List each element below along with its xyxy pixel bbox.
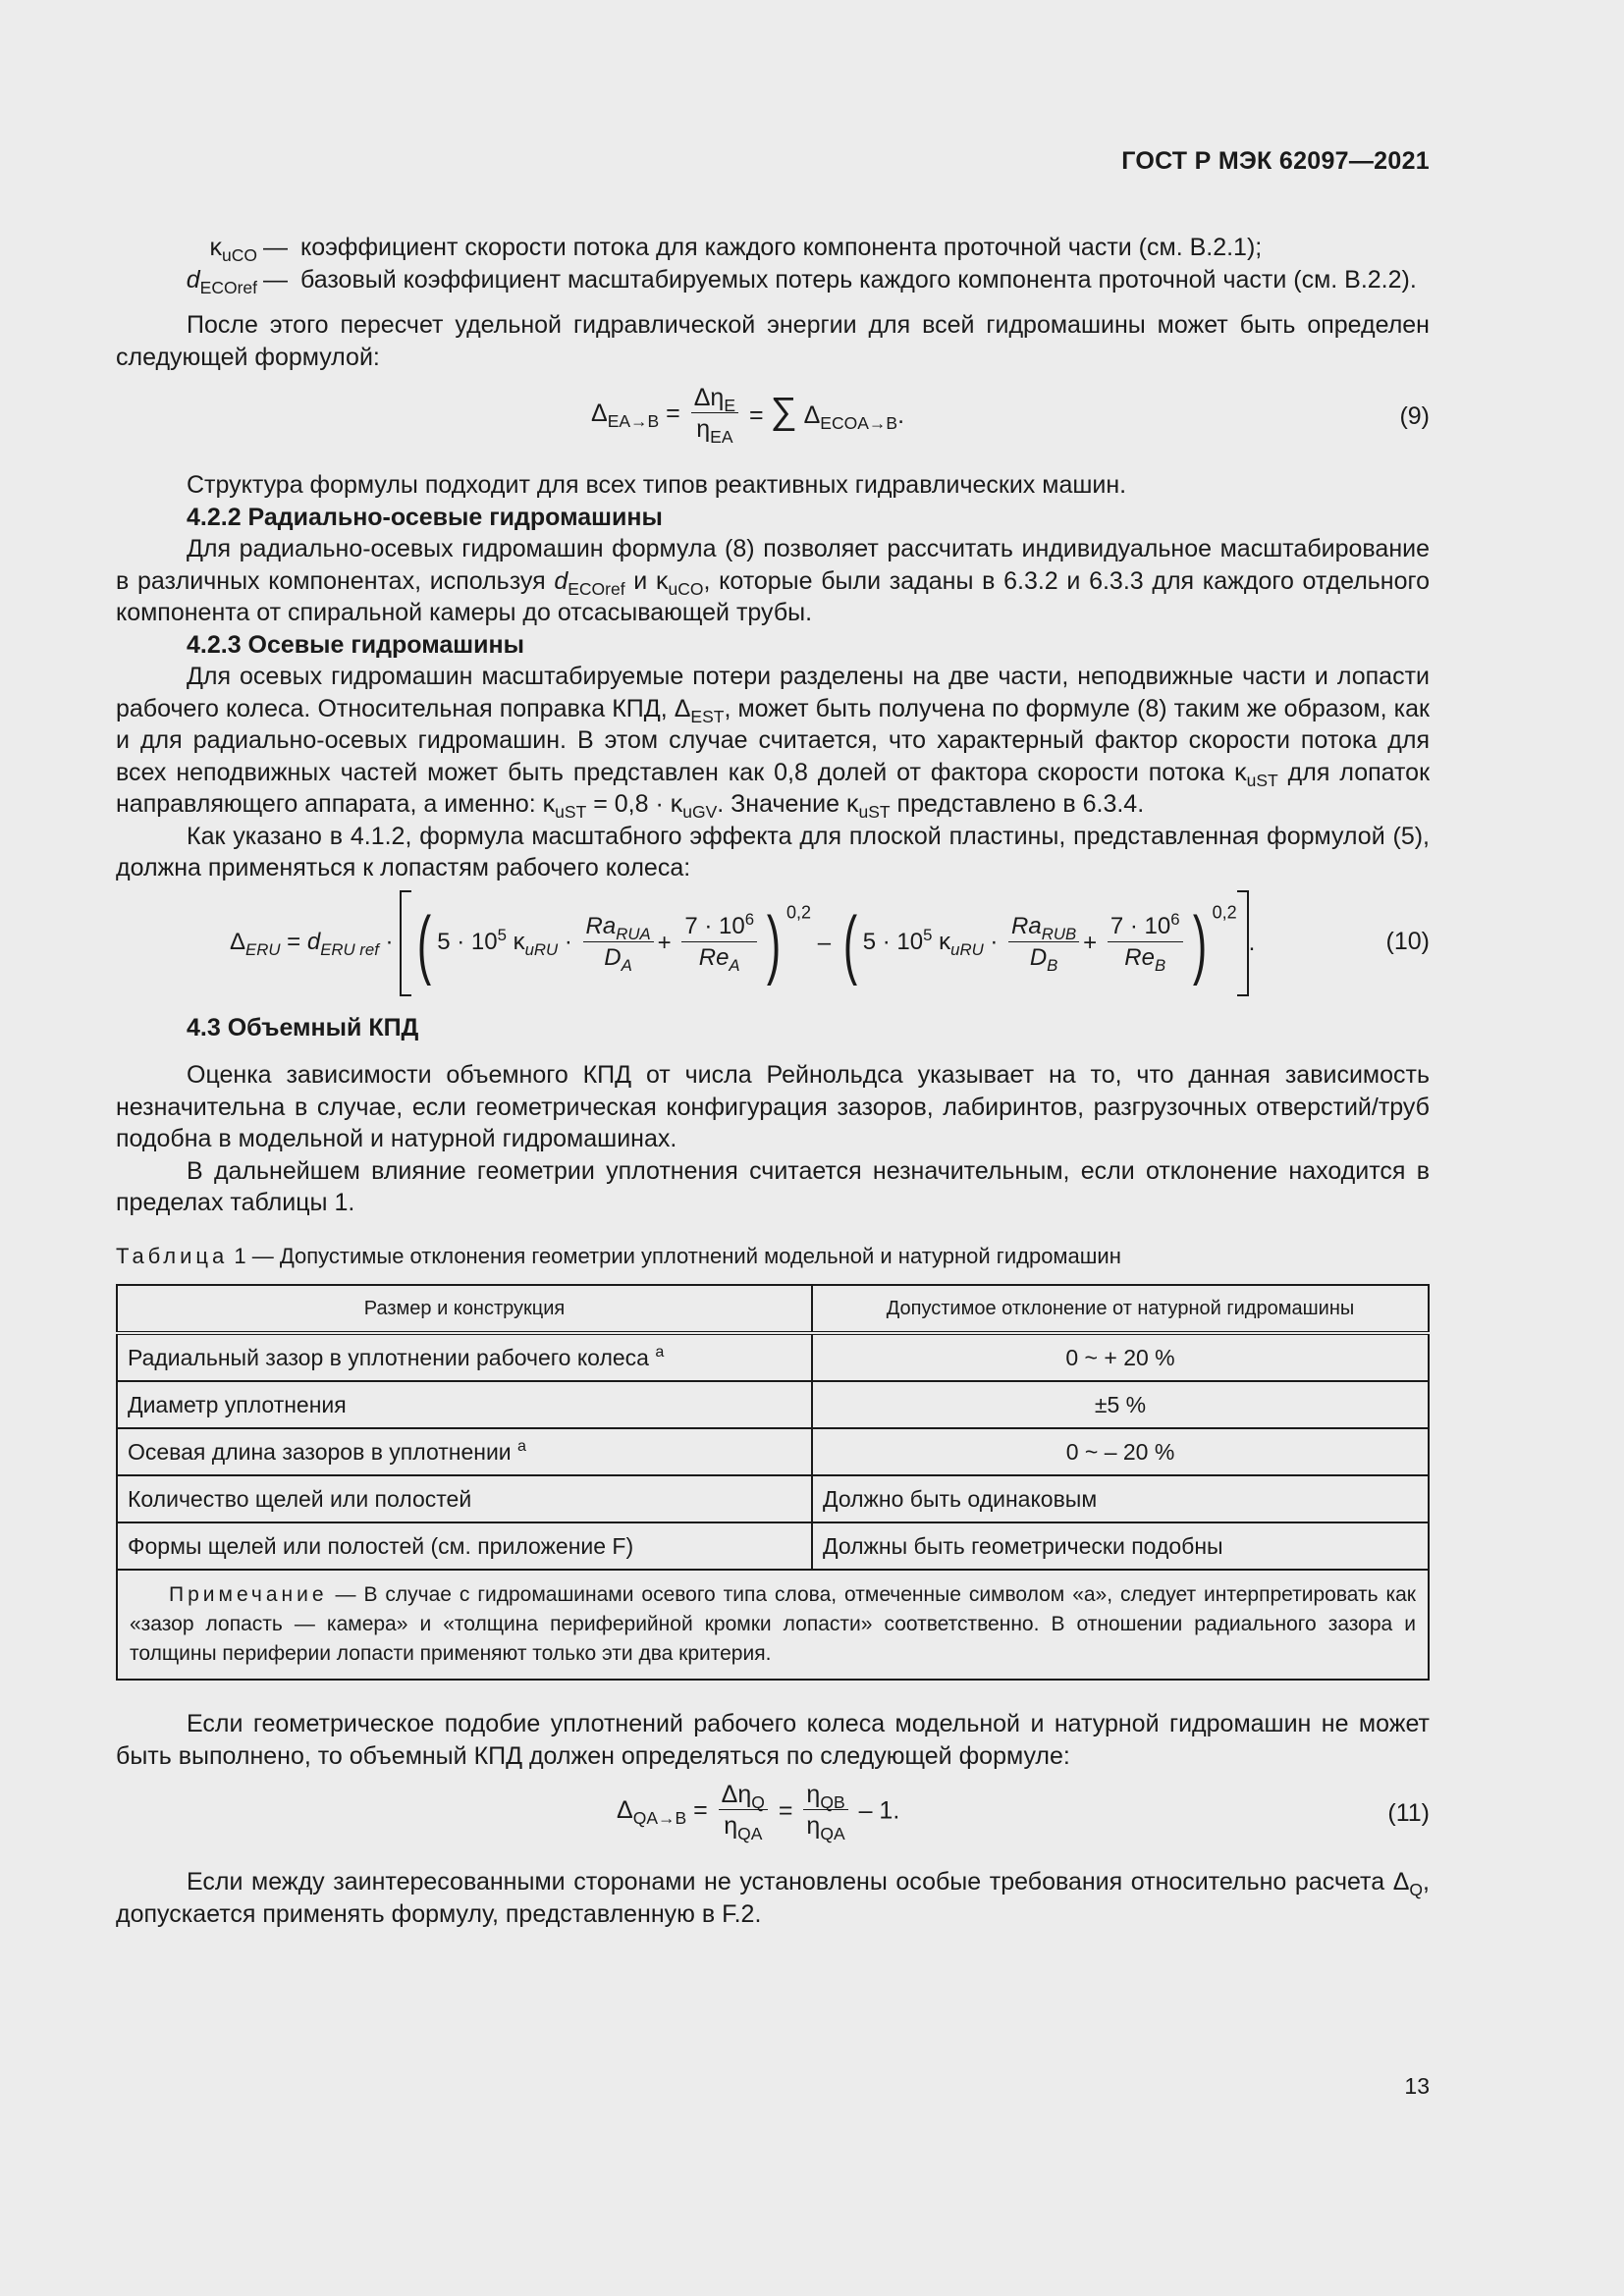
table-row: Формы щелей или полостей (см. приложение F) Должны быть геометрически подобны bbox=[117, 1522, 1429, 1570]
section-heading: 4.3 Объемный КПД bbox=[187, 1013, 419, 1041]
formula-number: (10) bbox=[1385, 927, 1430, 955]
formula-number: (11) bbox=[1387, 1799, 1430, 1827]
definition-text: коэффициент скорости потока для каждого компонента проточной части (см. В.2.1); bbox=[300, 234, 1263, 261]
definition-row: $\kappa_{uCO}$ — коэффициент скорости потока для каждого компонента проточной части (см. В.2.1); bbox=[116, 232, 1430, 264]
table-header-cell: Размер и конструкция bbox=[117, 1285, 812, 1333]
table-header-cell: Допустимое отклонение от натурной гидромашины bbox=[812, 1285, 1429, 1333]
paragraph: После этого пересчет удельной гидравлической энергии для всей гидромашины может быть определен следующей формулой: bbox=[116, 311, 1430, 371]
page-number: 13 bbox=[1404, 2073, 1430, 2099]
table-note-row bbox=[117, 1570, 1429, 1680]
paragraph: Для радиально-осевых гидромашин формула (8) позволяет рассчитать индивидуальное масштабирование в различных компонентах, используя $d_{ECOref}$ и $\kappa_{uCO}$, которые были заданы в 6.3.2 и 6.3.3 для каждого отдельного компонента от спиральной камеры до отсасывающей трубы. bbox=[116, 535, 1430, 626]
paragraph: Как указано в 4.1.2, формула масштабного эффекта для плоской пластины, представленная формулой (5), должна применяться к лопастям рабочего колеса: bbox=[116, 822, 1430, 881]
table-row: Диаметр уплотнения ±5 % bbox=[117, 1381, 1429, 1428]
paragraph: Для осевых гидромашин масштабируемые потери разделены на две части, неподвижные части и лопасти рабочего колеса. Относительная поправка КПД, $\Delta_{EST}$, может быть получена по формуле (8) таким же образом, как и для радиально-осевых гидромашин. В этом случае считается, что характерный фактор скорости потока для всех неподвижных частей может быть представлен как 0,8 долей от фактора скорости потока $\kappa_{uST}$ для лопаток направляющего аппарата, а именно: $\kappa_{uST} = 0,8 \cdot \kappa_{uGV}$. Значение $\kappa_{uST}$ представлено в 6.3.4. bbox=[116, 663, 1431, 823]
page-content bbox=[116, 232, 1430, 1930]
table-row: Количество щелей или полостей Должно быть одинаковым bbox=[117, 1475, 1429, 1522]
formula-11: $\Delta_{QA\to B}$ = $\frac{\Delta\eta_Q}{\eta_{QA}}$ = $\frac{\eta_{QB}}{\eta_{QA}}$ – 1. (11) bbox=[617, 1781, 1430, 1844]
formula-9: $\Delta_{EA\to B}$ = $\frac{\Delta\eta_E}{\eta_{EA}}$ = ∑ $\Delta_{ECOA\to B}$. (9) bbox=[591, 384, 1430, 448]
paragraph: Оценка зависимости объемного КПД от числа Рейнольдса указывает на то, что данная зависимость незначительна в случае, если геометрическая конфигурация зазоров, лабиринтов, разгрузочных отверстий/труб подобна в модельной и натурной гидромашинах. bbox=[116, 1061, 1430, 1152]
paragraph: Если между заинтересованными сторонами не установлены особые требования относительно расчета $\Delta_Q$, допускается применять формулу, представленную в F.2. bbox=[116, 1868, 1430, 1928]
tolerance-table bbox=[116, 1284, 1430, 1681]
paragraph: В дальнейшем влияние геометрии уплотнения считается незначительным, если отклонение находится в пределах таблицы 1. bbox=[116, 1156, 1430, 1216]
formula-10: $\Delta_{ERU} = d_{ERU ref}$ · ( $5 \cdot 10^5$ $\kappa_{uRU}$ · $\frac{Ra_{RUA}}{D_A}$ + $\frac{7 \cdot 10^6}{Re_A}$ ) $^{0,2}$ – ( $5 \cdot 10^5$ $\kappa_{uRU}$ · $\frac{Ra_{RUB}}{D_B}$ + $\frac{7 \cdot 10^6}{Re_B}$ ) $^{0,2}$. (10) bbox=[116, 888, 1430, 1006]
formula-number: (9) bbox=[1399, 402, 1430, 430]
table-row: Радиальный зазор в уплотнении рабочего колеса $^a$ 0 ~ + 20 % bbox=[117, 1333, 1429, 1381]
table-header-row bbox=[117, 1285, 1429, 1333]
table-note: Примечание — В случае с гидромашинами осевого типа слова, отмеченные символом «а», следует интерпретировать как «зазор лопасть — камера» и «толщина периферийной кромки лопасти» соответственно. В отношении радиального зазора и толщины периферии лопасти применяют только эти два критерия. bbox=[117, 1570, 1429, 1680]
paragraph: Структура формулы подходит для всех типов реактивных гидравлических машин. bbox=[187, 471, 1127, 499]
table-title: Таблица 1 — Допустимые отклонения геометрии уплотнений модельной и натурной гидромашин bbox=[116, 1243, 1121, 1268]
section-heading: 4.2.2 Радиально-осевые гидромашины bbox=[187, 503, 663, 531]
section-heading: 4.2.3 Осевые гидромашины bbox=[187, 630, 524, 659]
standard-header: ГОСТ Р МЭК 62097—2021 bbox=[1121, 147, 1430, 175]
definition-row: $d_{ECOref}$ — базовый коэффициент масштабируемых потерь каждого компонента проточной части (см. В.2.2). bbox=[116, 264, 1430, 296]
paragraph: Если геометрическое подобие уплотнений рабочего колеса модельной и натурной гидромашин не может быть выполнено, то объемный КПД должен определяться по следующей формуле: bbox=[116, 1710, 1430, 1770]
table-row: Осевая длина зазоров в уплотнении $^a$ 0 ~ – 20 % bbox=[117, 1428, 1429, 1475]
definition-text: базовый коэффициент масштабируемых потерь каждого компонента проточной части (см. В.2.2). bbox=[300, 265, 1417, 294]
